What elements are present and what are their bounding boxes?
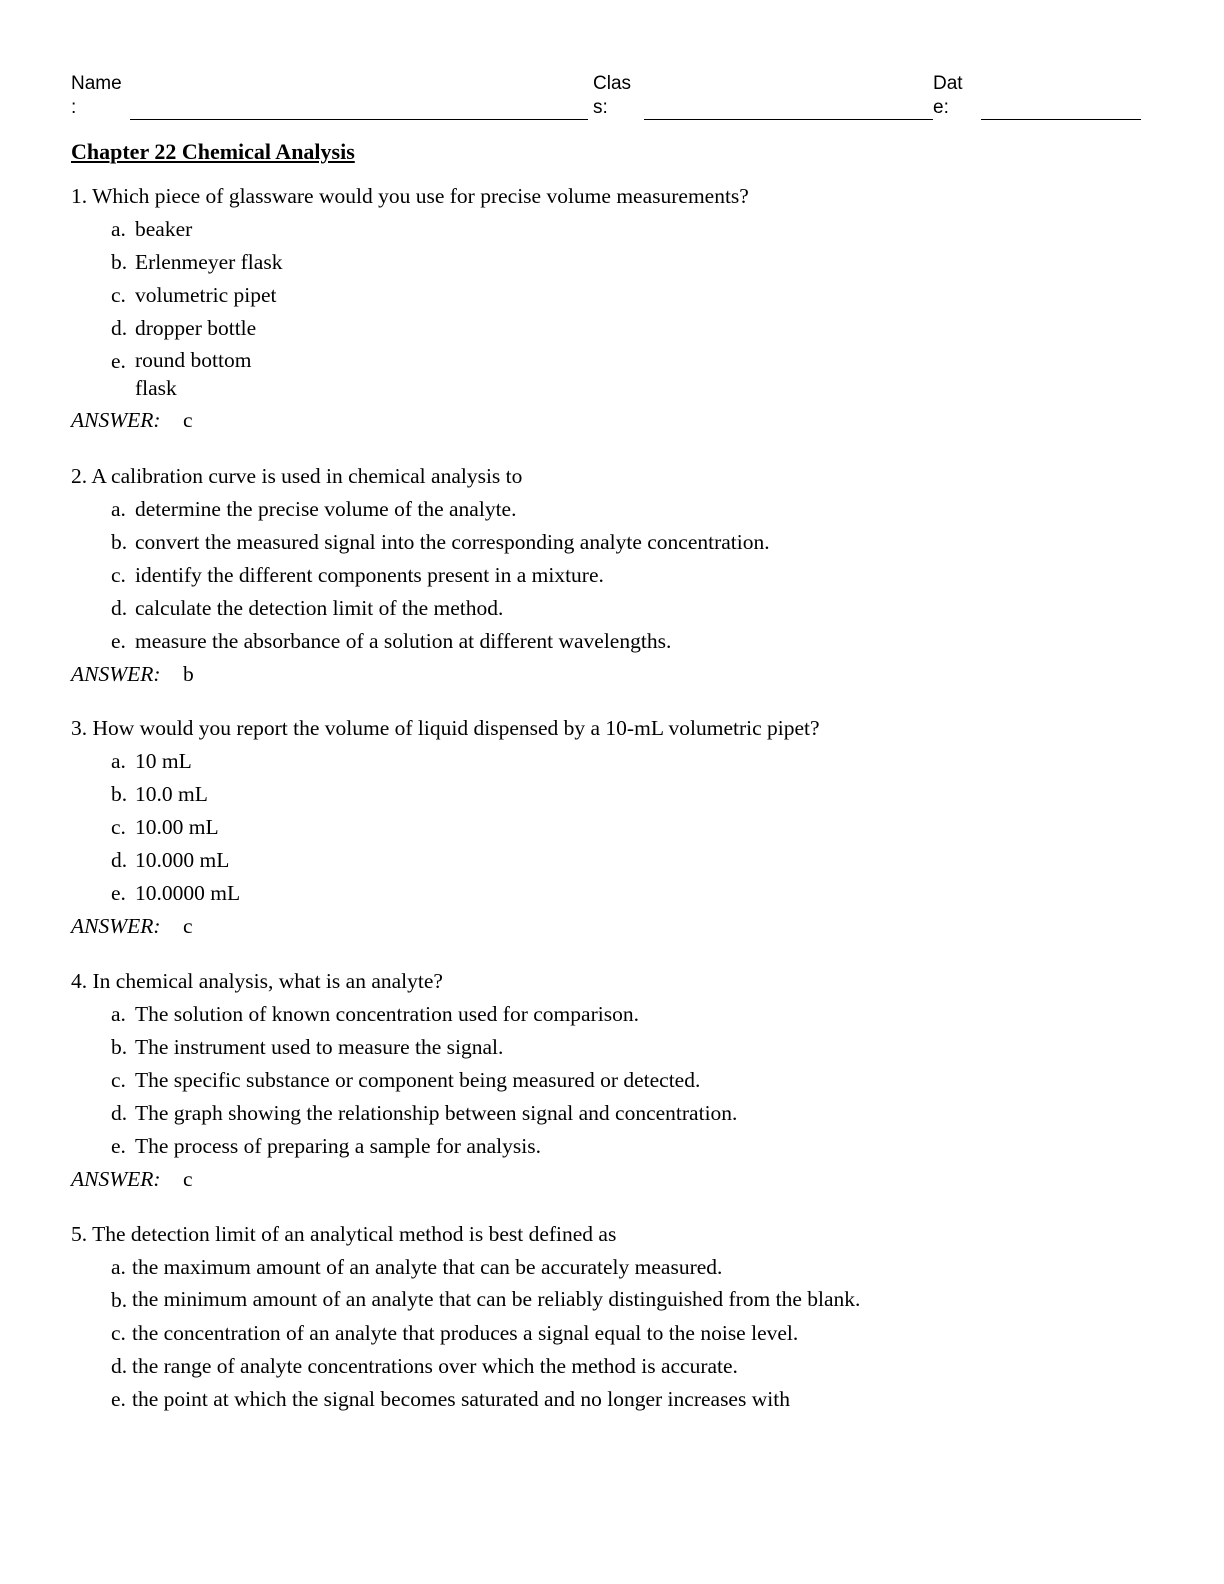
option-text: The solution of known concentration used for comparison. [135, 1002, 639, 1026]
option-letter: a. [111, 497, 126, 521]
question-text: In chemical analysis, what is an analyte? [92, 969, 443, 993]
option-letter: b. [111, 530, 128, 554]
option-text: dropper bottle [135, 316, 257, 340]
question-stem [71, 1219, 1171, 1249]
option-text: the maximum amount of an analyte that can be accurately measured. [132, 1255, 723, 1279]
class-label-bottom: s: [593, 97, 608, 118]
answer-value: c [183, 1167, 193, 1191]
option-letter: e. [111, 881, 126, 905]
option-text: determine the precise volume of the analyte. [135, 497, 517, 521]
class-label-top: Clas [593, 73, 632, 94]
option-c[interactable] [71, 1318, 1171, 1348]
question-stem [71, 181, 1171, 211]
option-letter: a. [111, 217, 126, 241]
option-text: 10.0 mL [135, 782, 208, 806]
question-text: The detection limit of an analytical method is best defined as [92, 1222, 617, 1246]
question-number: 5. [71, 1222, 88, 1246]
option-c[interactable] [71, 1065, 1171, 1095]
chapter-title: Chapter 22 Chemical Analysis [71, 139, 355, 164]
option-letter: d. [111, 848, 128, 872]
option-text: 10 mL [135, 749, 192, 773]
option-d[interactable] [71, 593, 1171, 623]
answer-label: ANSWER: [71, 662, 161, 686]
option-letter: e. [111, 629, 126, 653]
option-letter: e. [111, 349, 126, 373]
answer-value: c [183, 914, 193, 938]
option-a[interactable] [71, 494, 1171, 524]
option-letter: a. [111, 1002, 126, 1026]
name-label [71, 72, 122, 120]
class-blank-line[interactable] [644, 119, 933, 120]
question-text: Which piece of glassware would you use for precise volume measurements? [92, 184, 749, 208]
question-2 [71, 461, 1171, 689]
option-e[interactable] [71, 626, 1171, 656]
option-text: the point at which the signal becomes saturated and no longer increases with [132, 1387, 790, 1411]
option-text: beaker [135, 217, 193, 241]
question-number: 4. [71, 969, 88, 993]
date-label-top: Dat [933, 73, 963, 94]
option-a[interactable] [71, 214, 1171, 244]
option-letter: c. [111, 563, 126, 587]
option-letter: d. [111, 1101, 128, 1125]
option-letter: d. [111, 316, 128, 340]
option-d[interactable] [71, 1351, 1171, 1381]
option-b[interactable] [71, 1032, 1171, 1062]
answer-line [71, 1164, 1171, 1194]
option-letter: e. [111, 1387, 126, 1411]
question-5 [71, 1219, 1171, 1414]
name-label-top: Name [71, 73, 122, 94]
option-text: the concentration of an analyte that produces a signal equal to the noise level. [132, 1321, 799, 1345]
option-letter: b. [111, 1288, 128, 1312]
option-text: Erlenmeyer flask [135, 250, 283, 274]
option-text: identify the different components present in a mixture. [135, 563, 604, 587]
option-text: the range of analyte concentrations over which the method is accurate. [132, 1354, 738, 1378]
question-3 [71, 713, 1171, 941]
question-number: 2. [71, 464, 88, 488]
option-letter: c. [111, 1068, 126, 1092]
question-4 [71, 966, 1171, 1194]
question-1 [71, 181, 1171, 435]
answer-label: ANSWER: [71, 1167, 161, 1191]
date-blank-line[interactable] [981, 119, 1141, 120]
answer-value: c [183, 408, 193, 432]
option-text: measure the absorbance of a solution at different wavelengths. [135, 629, 672, 653]
option-letter: e. [111, 1134, 126, 1158]
option-c[interactable] [71, 560, 1171, 590]
option-text: The instrument used to measure the signal. [135, 1035, 504, 1059]
option-b[interactable] [71, 779, 1171, 809]
option-e[interactable] [71, 878, 1171, 908]
option-text: 10.00 mL [135, 815, 219, 839]
answer-line [71, 405, 1171, 435]
question-stem [71, 966, 1171, 996]
option-c[interactable] [71, 280, 1171, 310]
option-letter: d. [111, 1354, 128, 1378]
question-text: How would you report the volume of liquid dispensed by a 10-mL volumetric pipet? [92, 716, 820, 740]
option-e[interactable] [71, 1384, 1171, 1414]
option-text: 10.000 mL [135, 848, 230, 872]
option-a[interactable] [71, 746, 1171, 776]
option-text: convert the measured signal into the corresponding analyte concentration. [135, 530, 770, 554]
answer-label: ANSWER: [71, 914, 161, 938]
option-e[interactable] [71, 1131, 1171, 1161]
option-a[interactable] [71, 999, 1171, 1029]
question-stem [71, 461, 1171, 491]
option-letter: a. [111, 1255, 126, 1279]
option-c[interactable] [71, 812, 1171, 842]
question-text: A calibration curve is used in chemical analysis to [91, 464, 523, 488]
question-stem [71, 713, 1171, 743]
option-b[interactable] [71, 247, 1171, 277]
answer-value: b [183, 662, 194, 686]
answer-line [71, 911, 1171, 941]
answer-line [71, 659, 1171, 689]
option-text: The process of preparing a sample for analysis. [135, 1134, 541, 1158]
class-label [593, 72, 631, 120]
name-label-bottom: : [71, 97, 77, 118]
name-blank-line[interactable] [130, 119, 588, 120]
option-letter: b. [111, 250, 128, 274]
option-a[interactable] [71, 1252, 1171, 1282]
option-b[interactable] [71, 1285, 1171, 1315]
option-letter: c. [111, 815, 126, 839]
option-text: volumetric pipet [135, 283, 277, 307]
option-text: the minimum amount of an analyte that can be reliably distinguished from the blank. [132, 1287, 861, 1311]
option-text: round bottom flask [135, 348, 252, 400]
option-letter: a. [111, 749, 126, 773]
option-letter: b. [111, 1035, 128, 1059]
option-letter: b. [111, 782, 128, 806]
option-d[interactable] [71, 845, 1171, 875]
option-e[interactable] [71, 346, 1171, 402]
option-d[interactable] [71, 1098, 1171, 1128]
question-number: 3. [71, 716, 88, 740]
question-number: 1. [71, 184, 88, 208]
option-b[interactable] [71, 527, 1171, 557]
date-label-bottom: e: [933, 97, 949, 118]
option-letter: c. [111, 283, 126, 307]
date-label [933, 72, 963, 120]
option-text: The graph showing the relationship between signal and concentration. [135, 1101, 738, 1125]
option-text: The specific substance or component being measured or detected. [135, 1068, 701, 1092]
option-text: 10.0000 mL [135, 881, 241, 905]
answer-label: ANSWER: [71, 408, 161, 432]
option-text: calculate the detection limit of the method. [135, 596, 504, 620]
option-letter: c. [111, 1321, 126, 1345]
option-letter: d. [111, 596, 128, 620]
option-d[interactable] [71, 313, 1171, 343]
